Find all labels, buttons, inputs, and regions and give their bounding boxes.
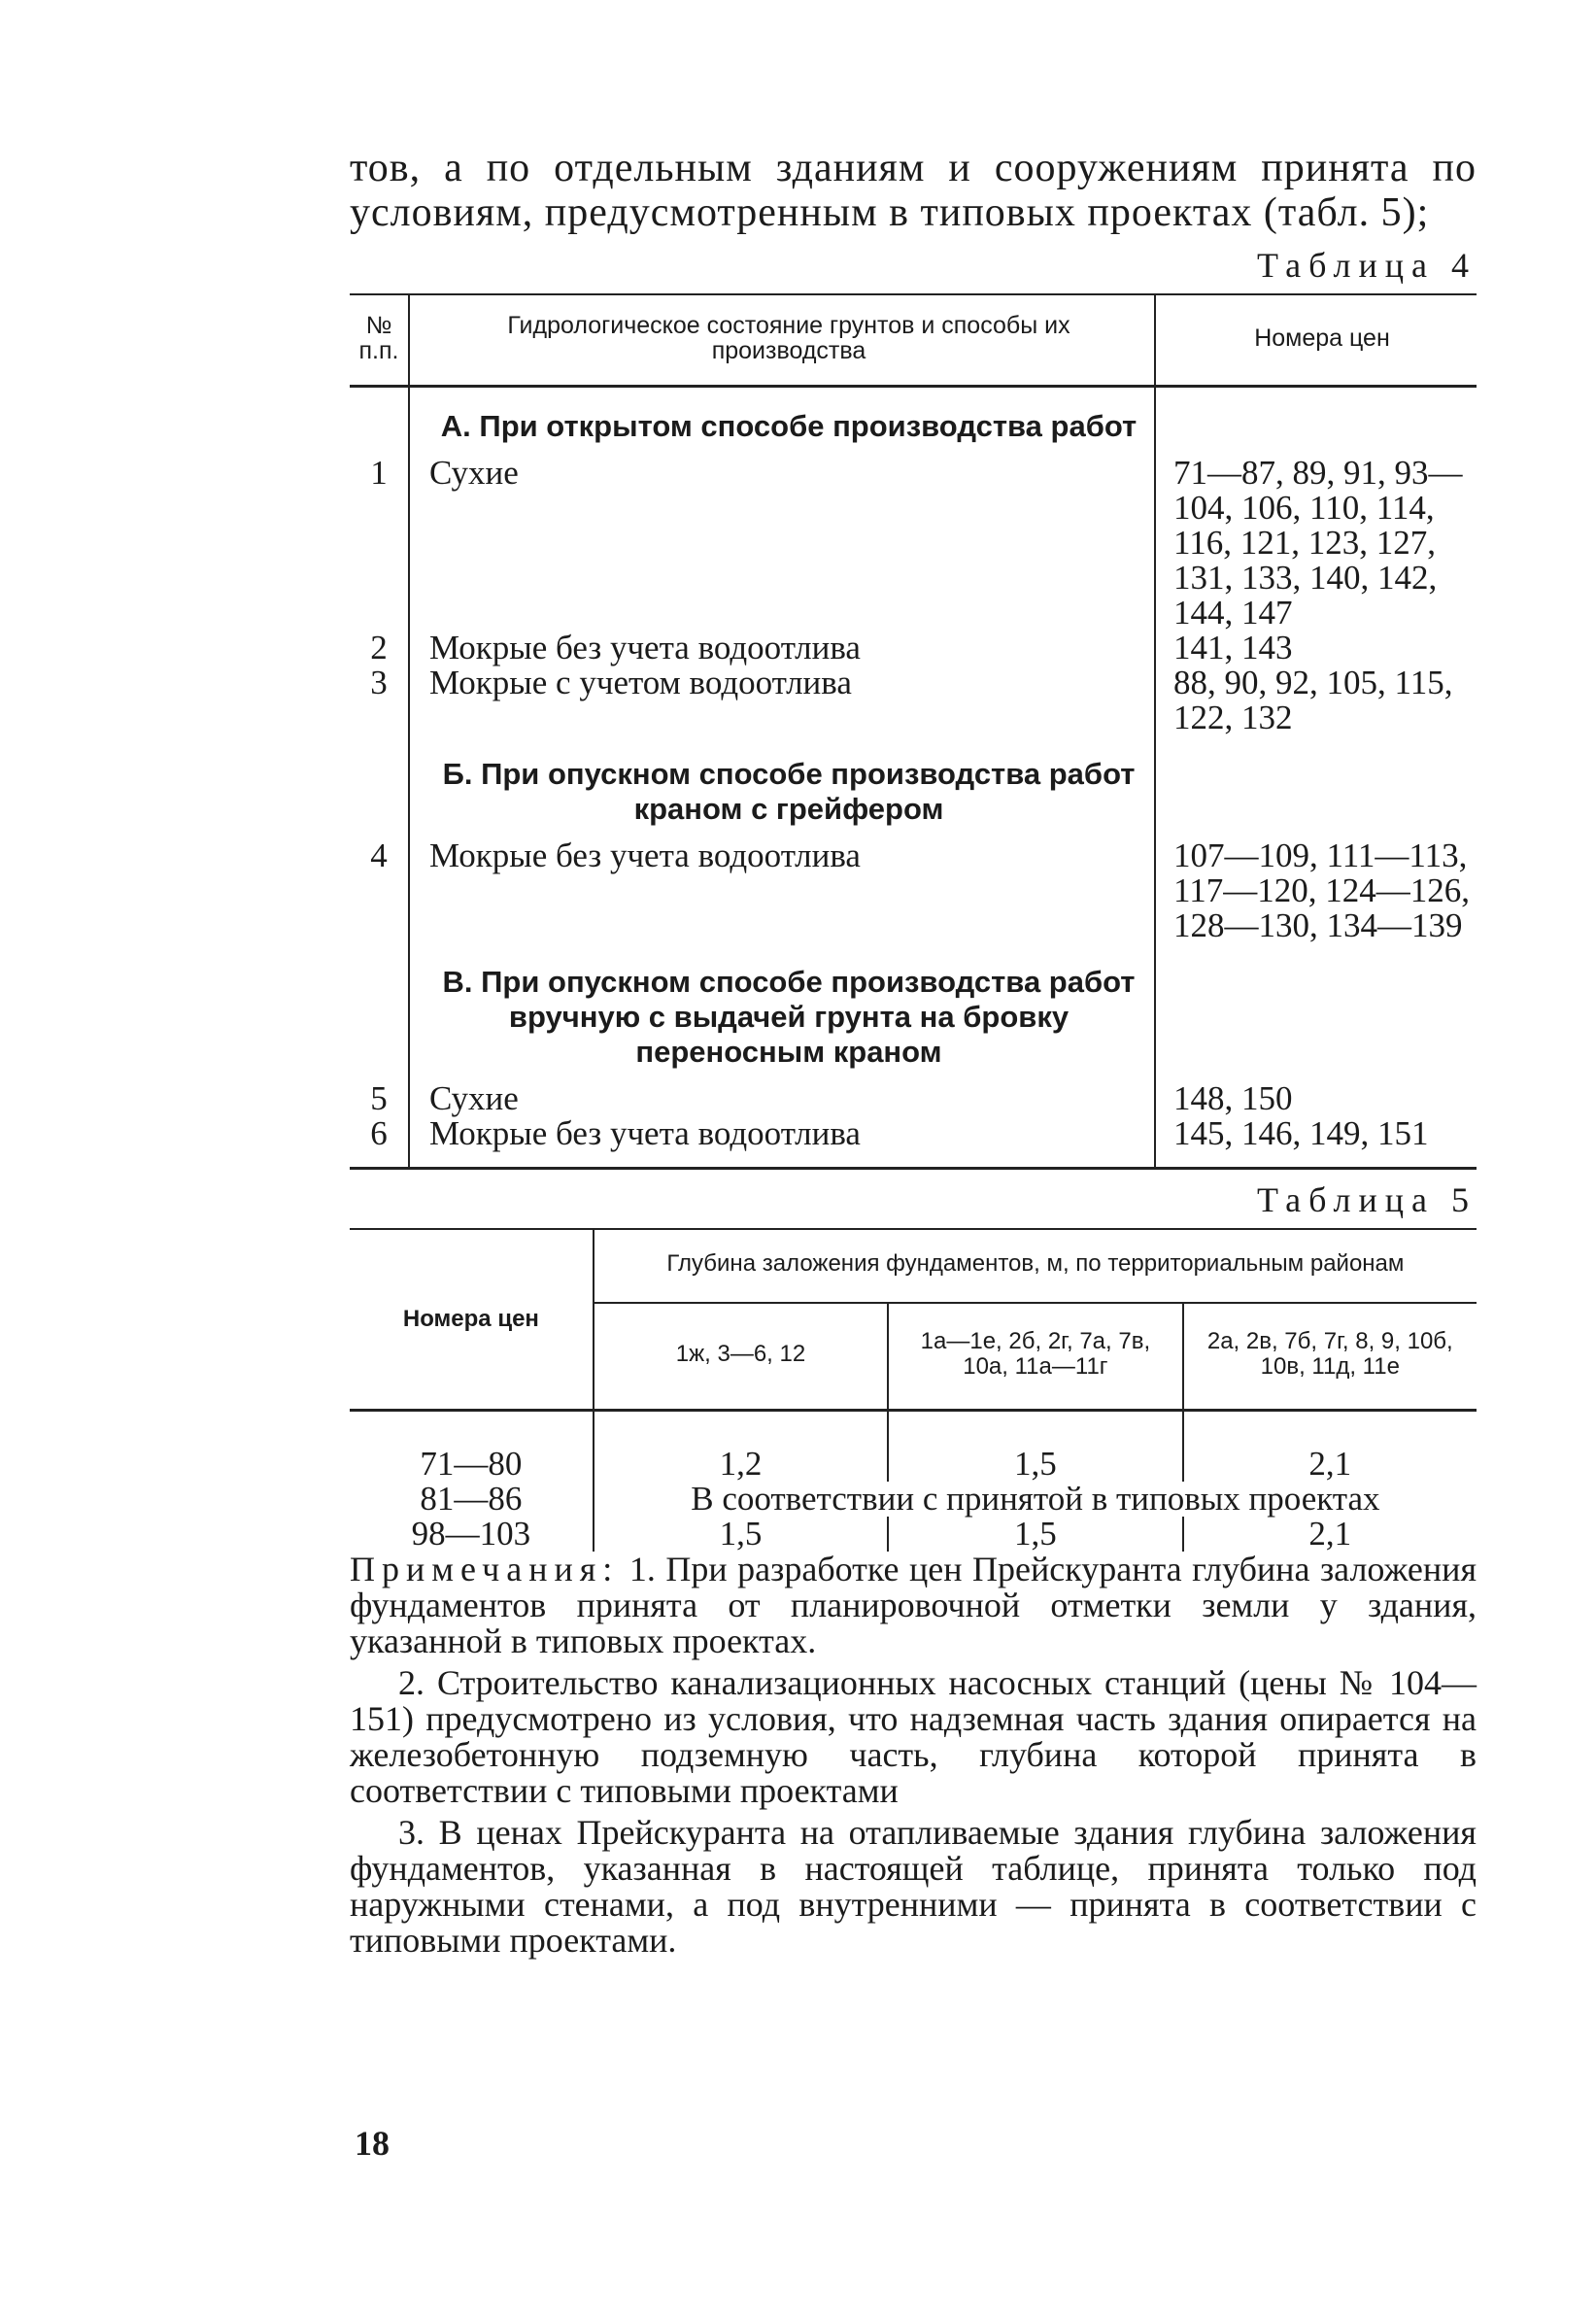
row-number: 3 (350, 666, 409, 735)
row-desc: Мокрые с учетом водоотлива (409, 666, 1155, 735)
row-prices: 148, 150 (1173, 1079, 1293, 1117)
table-row (350, 1482, 1477, 1517)
table5-region-header: 2а, 2в, 7б, 7г, 8, 9, 10б, 10в, 11д, 11е (1183, 1303, 1477, 1411)
table4-header-row (350, 294, 1477, 387)
row-number: 5 (350, 1081, 409, 1116)
table5-caption: Таблица 5 (1257, 1180, 1477, 1219)
note-text: 1. При разработке цен Прейскуранта глубина заложения фундаментов принята от планировочной отметки земли у здания, указанной в типовых проектах. (350, 1550, 1477, 1660)
row-value: 1,5 (719, 1515, 763, 1553)
table-row (350, 666, 1477, 735)
page-content (350, 146, 1477, 1959)
table4-header-prices: Номера цен (1254, 324, 1390, 352)
row-merged-value: В соответствии с принятой в типовых проектах (691, 1480, 1380, 1518)
row-prices: 145, 146, 149, 151 (1173, 1114, 1429, 1152)
table4-section-a (350, 387, 1477, 457)
table4-header-desc: Гидрологическое состояние грунтов и способы их производства (409, 294, 1155, 387)
table4-section-b (350, 735, 1477, 838)
note-2: 2. Строительство канализационных насосных станций (цены № 104—151) предусмотрено из условия, что надземная часть здания опирается на железобетонную подземную часть, глубина которой принята в соответствии с типовыми проектами (350, 1663, 1477, 1810)
row-value: 1,5 (888, 1517, 1182, 1552)
table-row (350, 1517, 1477, 1552)
table5-region-header: 1а—1е, 2б, 2г, 7а, 7в, 10а, 11а—11г (888, 1303, 1182, 1411)
table5-header-row (350, 1229, 1477, 1303)
table-row (350, 1411, 1477, 1483)
table5-region-header: 1ж, 3—6, 12 (675, 1341, 806, 1367)
row-number: 2 (350, 631, 409, 666)
row-desc: Мокрые без учета водоотлива (409, 631, 1155, 666)
row-desc: Сухие (409, 456, 1155, 631)
section-title: Б. При опускном способе производства работ краном с грейфером (409, 735, 1155, 838)
table-row (350, 631, 1477, 666)
row-value: 2,1 (1183, 1411, 1477, 1483)
row-desc: Сухие (409, 1081, 1155, 1116)
row-value: 1,5 (888, 1411, 1182, 1483)
section-title: А. При открытом способе производства работ (409, 387, 1155, 457)
table-row (350, 838, 1477, 943)
row-prices: 81—86 (350, 1482, 594, 1517)
table4 (350, 293, 1477, 1170)
table5-header-depth: Глубина заложения фундаментов, м, по территориальным районам (594, 1229, 1477, 1303)
table5-header-prices: Номера цен (350, 1229, 594, 1411)
row-prices: 71—87, 89, 91, 93—104, 106, 110, 114, 116, 121, 123, 127, 131, 133, 140, 142, 144, 147 (1173, 454, 1463, 631)
table4-header-no: № п.п. (350, 294, 409, 387)
intro-paragraph: тов, а по отдельным зданиям и сооружениям принята по условиям, предусмотренным в типовых проектах (табл. 5); (350, 146, 1477, 235)
row-number: 6 (350, 1116, 409, 1169)
page-number: 18 (355, 2124, 390, 2163)
row-prices: 71—80 (350, 1411, 594, 1483)
table-row (350, 1116, 1477, 1169)
row-value: 2,1 (1183, 1517, 1477, 1552)
row-number: 1 (350, 456, 409, 631)
row-number: 4 (350, 838, 409, 943)
notes-lead: Примечания: (350, 1550, 620, 1588)
table4-section-c (350, 943, 1477, 1081)
row-desc: Мокрые без учета водоотлива (409, 1116, 1155, 1169)
table5 (350, 1228, 1477, 1552)
table-row (350, 1081, 1477, 1116)
note-3: 3. В ценах Прейскуранта на отапливаемые здания глубина заложения фундаментов, указанная в настоящей таблице, принята только под наружными стенами, а под внутренними — принята в соответствии с типовыми проектами. (350, 1813, 1477, 1960)
row-prices: 98—103 (350, 1517, 594, 1552)
row-prices: 107—109, 111—113, 117—120, 124—126, 128—130, 134—139 (1173, 836, 1470, 944)
note-1 (350, 1552, 1477, 1659)
row-prices: 141, 143 (1173, 629, 1293, 666)
row-prices: 88, 90, 92, 105, 115, 122, 132 (1173, 664, 1453, 736)
table4-caption: Таблица 4 (1257, 246, 1477, 285)
section-title: В. При опускном способе производства работ вручную с выдачей грунта на бровку переносным краном (409, 943, 1155, 1081)
row-desc: Мокрые без учета водоотлива (409, 838, 1155, 943)
table-row (350, 456, 1477, 631)
row-value: 1,2 (719, 1445, 763, 1483)
